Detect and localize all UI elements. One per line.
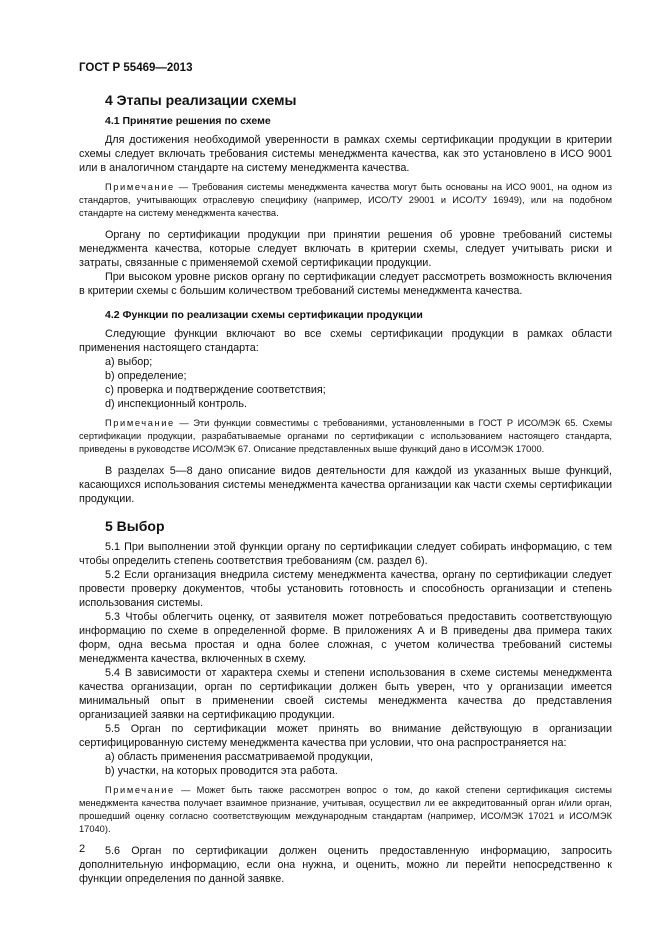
note	[79, 181, 612, 220]
paragraph: 5.5 Орган по сертификации может принять во внимание действующую в организации сертифицированную систему менеджмента качества при условии, что она распространяется на:	[79, 723, 612, 749]
list-item: a) выбор;	[105, 356, 153, 368]
note	[79, 417, 612, 456]
paragraph: Для достижения необходимой уверенности в рамках схемы сертификации продукции в критерии схемы следует включать требования системы менеджмента качества, как это установлено в ИСО 9001 или в аналогичном стандарте на систему менеджмента качества.	[79, 134, 612, 174]
paragraph: В разделах 5—8 дано описание видов деятельности для каждой из указанных выше функций, касающихся использования системы менеджмента качества организации как части схемы сертификации продукции.	[79, 465, 612, 505]
note-text: — Эти функции совместимы с требованиями, установленными в ГОСТ Р ИСО/МЭК 65. Схемы сертификации продукции, разрабатываемые органами по сертификации с использованием настоящего стандарта, приведены в руководстве ИСО/МЭК 67. Описание представленных выше функций дано в ИСО/МЭК 17000.	[79, 418, 612, 454]
paragraph: Органу по сертификации продукции при принятии решения об уровне требований системы менеджмента качества, которые следует включать в критерии схемы, следует учитывать риски и затраты, связанные с применяемой схемой сертификации продукции.	[79, 229, 612, 269]
document-body	[79, 92, 612, 886]
note-text: — Требования системы менеджмента качества могут быть основаны на ИСО 9001, на одном из стандартов, учитывающих отраслевую специфику (например, ИСО/ТУ 29001 и ИСО/ТУ 16949), или на подобном стандарте на систему менеджмента качества.	[79, 182, 612, 218]
note-label: Примечание	[105, 785, 175, 795]
paragraph: 5.6 Орган по сертификации должен оценить предоставленную информацию, запросить дополнительную информацию, если она нужна, и оценить, можно ли перейти непосредственно к функции определения по данной заявке.	[79, 845, 612, 885]
paragraph: 5.1 При выполнении этой функции органу по сертификации следует собирать информацию, с тем чтобы определить степень соответствия требованиям (см. раздел 6).	[79, 541, 612, 567]
section-5-title: 5 Выбор	[105, 518, 165, 534]
subsection-4-1-title: 4.1 Принятие решения по схеме	[105, 115, 271, 127]
paragraph: 5.2 Если организация внедрила систему менеджмента качества, органу по сертификации следует провести проверку документов, чтобы установить готовность и способность организации и степень использования системы.	[79, 569, 612, 609]
list-item: b) определение;	[105, 370, 187, 382]
note-label: Примечание	[105, 418, 175, 428]
paragraph: 5.3 Чтобы облегчить оценку, от заявителя может потребоваться предоставить соответствующую информацию по схеме в определенной форме. В приложениях А и В приведены два примера таких форм, одна весьма простая и одна более сложная, с учетом количества требований системы менеджмента качества, включенных в схему.	[79, 611, 612, 665]
note	[79, 784, 612, 836]
note-text: — Может быть также рассмотрен вопрос о том, до какой степени сертификация системы менеджмента качества получает взаимное признание, учитывая, осуществил ли ее аккредитованный орган и/или орган, прошедший оценку согласно соответствующим международным стандартам (например, ИСО/МЭК 17021 и ИСО/МЭК 17040).	[79, 785, 612, 834]
paragraph: Следующие функции включают во все схемы сертификации продукции в рамках области применения настоящего стандарта:	[79, 328, 612, 354]
paragraph: 5.4 В зависимости от характера схемы и степени использования в схеме системы менеджмента качества организации, орган по сертификации должен быть уверен, что у организации имеется минимальный опыт в применении своей системы менеджмента качества до представления организацией заявки на сертификацию продукции.	[79, 667, 612, 721]
list-item: c) проверка и подтверждение соответствия;	[105, 384, 326, 396]
standard-header: ГОСТ Р 55469—2013	[79, 62, 193, 74]
section-4-title: 4 Этапы реализации схемы	[105, 92, 297, 108]
page-number: 2	[79, 843, 86, 855]
list-item: d) инспекционный контроль.	[105, 398, 247, 410]
note-label: Примечание	[105, 182, 175, 192]
list-item: a) область применения рассматриваемой продукции,	[105, 751, 374, 763]
subsection-4-2-title: 4.2 Функции по реализации схемы сертификации продукции	[105, 309, 423, 321]
list-item: b) участки, на которых проводится эта работа.	[105, 765, 338, 777]
paragraph: При высоком уровне рисков органу по сертификации следует рассмотреть возможность включения в критерии схемы с большим количеством требований системы менеджмента качества.	[79, 271, 612, 297]
